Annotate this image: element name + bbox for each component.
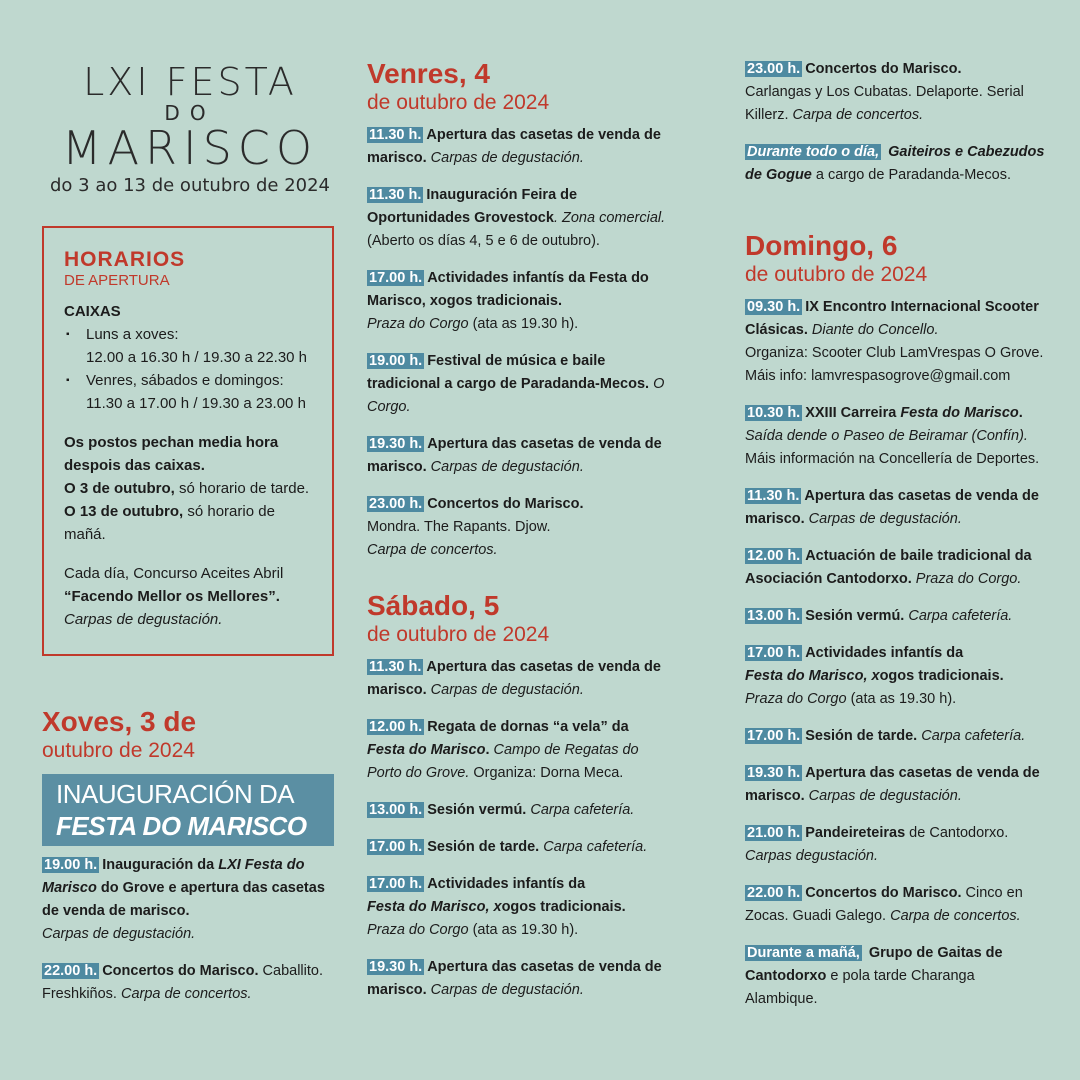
day-subtitle: de outubro de 2024 bbox=[367, 623, 550, 646]
event-note: Máis info: lamvrespasogrove@gmail.com bbox=[745, 368, 1011, 384]
event-place: Carpa de concertos. bbox=[120, 986, 252, 1002]
event-time: 23.00 h. bbox=[747, 61, 801, 77]
logo-line-3: MARISCO bbox=[61, 121, 319, 175]
event-item bbox=[745, 141, 1045, 187]
event-place: Diante do Concello. bbox=[807, 322, 939, 338]
contest-place: Carpas de degustación. bbox=[64, 611, 223, 628]
event-title: LXI Festa do Marisco bbox=[42, 857, 305, 896]
event-time: 22.00 h. bbox=[44, 963, 98, 979]
event-time: 17.00 h. bbox=[747, 645, 801, 661]
hours-note bbox=[64, 477, 312, 500]
event-title: . bbox=[1018, 405, 1023, 421]
day-title: Sábado, 5 bbox=[367, 590, 500, 621]
hours-title: HORARIOS bbox=[64, 248, 186, 271]
event-time: 11.30 h. bbox=[369, 187, 422, 203]
event-detail: Caballito. Freshkiños. bbox=[42, 963, 323, 1002]
event-time: 09.30 h. bbox=[747, 299, 801, 315]
event-time: 21.00 h. bbox=[747, 825, 801, 841]
event-title: Festa do Marisco, x bbox=[745, 668, 880, 684]
event-place: . Zona comercial. bbox=[553, 210, 666, 226]
event-item bbox=[367, 836, 667, 859]
hours-note: despois das caixas. bbox=[64, 457, 205, 474]
event-place: Carpas de degustación. bbox=[804, 788, 962, 804]
event-place: Carpas de degustación. bbox=[426, 682, 584, 698]
hours-note bbox=[64, 500, 312, 546]
event-title: do Grove e apertura das casetas de venda de marisco. bbox=[42, 880, 325, 919]
event-item bbox=[367, 956, 667, 1002]
hours-subtitle: DE APERTURA bbox=[64, 272, 170, 289]
event-place: Carpas degustación. bbox=[745, 848, 878, 864]
hours-times: 11.30 a 17.00 h / 19.30 a 23.00 h bbox=[86, 395, 306, 412]
event-time: 17.00 h. bbox=[369, 876, 423, 892]
event-item bbox=[367, 493, 667, 562]
hours-note-rest: só horario de tarde. bbox=[174, 480, 310, 497]
event-title: Festa do Marisco bbox=[900, 405, 1019, 421]
event-time: 11.30 h. bbox=[747, 488, 800, 504]
event-place: Praza do Corgo bbox=[367, 922, 469, 938]
event-place: Carpas de degustación. bbox=[426, 982, 584, 998]
event-title: Concertos do Marisco. bbox=[805, 61, 962, 77]
event-item bbox=[367, 267, 667, 336]
event-place: Praza do Corgo bbox=[745, 691, 847, 707]
event-item bbox=[745, 762, 1050, 808]
event-item bbox=[745, 58, 1045, 127]
event-item bbox=[745, 485, 1050, 531]
hours-item bbox=[64, 369, 312, 415]
event-place: Carpas de degustación. bbox=[426, 459, 584, 475]
event-title: Sesión vermú. bbox=[805, 608, 905, 624]
opening-hours-box bbox=[42, 226, 334, 656]
event-time: 11.30 h. bbox=[369, 659, 422, 675]
festival-dates: do 3 ao 13 de outubro de 2024 bbox=[49, 175, 331, 196]
event-time: 19.00 h. bbox=[44, 857, 98, 873]
event-time: 17.00 h. bbox=[747, 728, 801, 744]
banner-line-1: INAUGURACIÓN DA bbox=[56, 779, 295, 809]
event-title: de Gogue bbox=[745, 167, 812, 183]
event-time: 19.00 h. bbox=[369, 353, 423, 369]
event-item bbox=[367, 799, 667, 822]
event-time: 12.00 h. bbox=[369, 719, 423, 735]
contest-motto: “Facendo Mellor os Mellores”. bbox=[64, 588, 280, 605]
day-sabado bbox=[367, 590, 667, 1002]
event-item bbox=[745, 822, 1050, 868]
day-sabado-continued bbox=[745, 48, 1045, 187]
day-xoves bbox=[42, 706, 338, 1006]
event-time: 22.00 h. bbox=[747, 885, 801, 901]
event-title: Concertos do Marisco. bbox=[805, 885, 962, 901]
event-time: Durante a mañá, bbox=[747, 945, 860, 961]
event-item bbox=[745, 296, 1050, 388]
event-note: (ata as 19.30 h). bbox=[468, 922, 579, 938]
event-place: O Corgo. bbox=[367, 376, 665, 415]
event-title: Concertos do Marisco. bbox=[427, 496, 584, 512]
day-domingo bbox=[745, 230, 1050, 1011]
event-item bbox=[745, 882, 1050, 928]
festival-logo bbox=[40, 62, 340, 198]
event-place: Carpa de concertos. bbox=[886, 908, 1021, 924]
event-title: Apertura das casetas de venda de marisco. bbox=[745, 488, 1039, 527]
event-title: Inauguración da bbox=[102, 857, 219, 873]
event-title: Actuación de baile tradicional da Asociación Cantodorxo. bbox=[745, 548, 1032, 587]
event-item bbox=[367, 184, 667, 253]
event-title: Sesión de tarde. bbox=[427, 839, 540, 855]
event-title: IX Encontro Internacional Scooter Clásicas. bbox=[745, 299, 1039, 338]
event-note: (ata as 19.30 h). bbox=[468, 316, 579, 332]
event-item bbox=[367, 433, 667, 479]
event-time: 23.00 h. bbox=[369, 496, 423, 512]
hours-times: 12.00 a 16.30 h / 19.30 a 22.30 h bbox=[86, 349, 308, 366]
event-item bbox=[42, 960, 338, 1006]
event-title: Sesión vermú. bbox=[427, 802, 527, 818]
event-title: Apertura das casetas de venda de marisco. bbox=[745, 765, 1040, 804]
event-detail: Cinco en Zocas. Guadi Galego. bbox=[745, 885, 1023, 924]
day-title: Xoves, 3 de bbox=[42, 706, 197, 737]
event-place: Carpa de concertos. bbox=[367, 542, 498, 558]
event-title: Grupo de Gaitas de Cantodorxo bbox=[745, 945, 1003, 984]
event-title: Concertos do Marisco. bbox=[102, 963, 259, 979]
day-subtitle: outubro de 2024 bbox=[42, 739, 195, 762]
event-title: Apertura das casetas de venda de marisco. bbox=[367, 959, 662, 998]
event-title: Sesión de tarde. bbox=[805, 728, 918, 744]
event-detail: a cargo de Paradanda-Mecos. bbox=[811, 167, 1011, 183]
event-item bbox=[745, 545, 1050, 591]
event-title: Gaiteiros e Cabezudos bbox=[884, 144, 1045, 160]
event-title: Apertura das casetas de venda de marisco. bbox=[367, 659, 661, 698]
event-item bbox=[745, 642, 1050, 711]
day-subtitle: de outubro de 2024 bbox=[367, 91, 550, 114]
event-time: 11.30 h. bbox=[369, 127, 422, 143]
event-time: 10.30 h. bbox=[747, 405, 801, 421]
event-note: Máis información na Concellería de Deportes. bbox=[745, 451, 1040, 467]
day-title: Domingo, 6 bbox=[745, 230, 898, 261]
event-time: 19.30 h. bbox=[369, 959, 423, 975]
event-time: Durante todo o día, bbox=[747, 144, 880, 160]
event-item bbox=[745, 402, 1050, 471]
event-item bbox=[367, 873, 667, 942]
event-title: Festival de música e baile tradicional a cargo de Paradanda-Mecos. bbox=[367, 353, 650, 392]
hours-note: Os postos pechan media hora bbox=[64, 434, 279, 451]
event-place: Carpas de degustación. bbox=[804, 511, 962, 527]
event-place: Saída dende o Paseo de Beiramar (Confín). bbox=[745, 428, 1028, 444]
event-title: Regata de dornas “a vela” da bbox=[427, 719, 629, 735]
event-place: Carpa cafetería. bbox=[526, 802, 635, 818]
event-item bbox=[367, 716, 667, 785]
hours-list bbox=[64, 323, 312, 415]
event-title: Actividades infantís da Festa do Marisco, xogos tradicionais. bbox=[367, 270, 649, 309]
event-title: ogos tradicionais. bbox=[879, 668, 1004, 684]
event-place: Carpa cafetería. bbox=[904, 608, 1013, 624]
contest-line: Cada día, Concurso Aceites Abril bbox=[64, 565, 284, 582]
event-time: 13.00 h. bbox=[747, 608, 801, 624]
event-title: XXIII Carreira bbox=[805, 405, 901, 421]
event-place: Carpa cafetería. bbox=[917, 728, 1026, 744]
logo-line-2: DO bbox=[164, 101, 216, 125]
event-place: Carpa de concertos. bbox=[788, 107, 924, 123]
event-place: Carpa cafetería. bbox=[539, 839, 648, 855]
event-title: . bbox=[485, 742, 490, 758]
event-title: Apertura das casetas de venda de marisco. bbox=[367, 436, 662, 475]
hours-days: ▪ Luns a xoves: bbox=[86, 326, 179, 343]
event-item bbox=[367, 656, 667, 702]
hours-note-bold: O 13 de outubro, bbox=[64, 503, 184, 520]
event-time: 19.30 h. bbox=[747, 765, 801, 781]
event-detail: Mondra. The Rapants. Djow. bbox=[367, 519, 551, 535]
event-item bbox=[367, 124, 667, 170]
event-time: 12.00 h. bbox=[747, 548, 801, 564]
event-place: Campo de Regatas do Porto do Grove. bbox=[367, 742, 639, 781]
event-place: Praza do Corgo bbox=[367, 316, 469, 332]
event-time: 13.00 h. bbox=[369, 802, 423, 818]
event-detail: de Cantodorxo. bbox=[905, 825, 1009, 841]
event-place: Praza do Corgo. bbox=[911, 571, 1022, 587]
event-time: 19.30 h. bbox=[369, 436, 423, 452]
event-item bbox=[42, 854, 338, 946]
event-title: Actividades infantís da bbox=[427, 876, 586, 892]
event-title: Actividades infantís da bbox=[805, 645, 964, 661]
logo-line-1: LXI FESTA bbox=[83, 60, 297, 104]
event-item bbox=[745, 942, 1050, 1011]
day-venres bbox=[367, 58, 667, 562]
day-title: Venres, 4 bbox=[367, 58, 490, 89]
hours-item bbox=[64, 323, 312, 369]
event-title: Inauguración Feira de Oportunidades Grovestock bbox=[367, 187, 578, 226]
event-time: 17.00 h. bbox=[369, 839, 423, 855]
event-title: Festa do Marisco bbox=[367, 742, 486, 758]
banner-line-2: FESTA DO MARISCO bbox=[56, 811, 307, 841]
day-subtitle: de outubro de 2024 bbox=[745, 263, 928, 286]
event-item bbox=[367, 350, 667, 419]
event-title: Pandeireteiras bbox=[805, 825, 906, 841]
event-title: Festa do Marisco, x bbox=[367, 899, 502, 915]
event-item bbox=[745, 605, 1050, 628]
hours-days: ▪ Venres, sábados e domingos: bbox=[86, 372, 284, 389]
event-note: Organiza: Scooter Club LamVrespas O Grove. bbox=[745, 345, 1044, 361]
caixas-heading: CAIXAS bbox=[64, 303, 121, 320]
hours-note-rest: só horario de mañá. bbox=[64, 503, 275, 543]
hours-note-bold: O 3 de outubro, bbox=[64, 480, 175, 497]
inauguration-banner bbox=[42, 774, 334, 846]
event-place: Carpas de degustación. bbox=[42, 926, 196, 942]
event-item bbox=[745, 725, 1050, 748]
event-note: Organiza: Dorna Meca. bbox=[469, 765, 624, 781]
event-time: 17.00 h. bbox=[369, 270, 423, 286]
event-detail: Carlangas y Los Cubatas. Delaporte. Serial Killerz. bbox=[745, 84, 1024, 123]
event-place: Carpas de degustación. bbox=[426, 150, 584, 166]
event-title: ogos tradicionais. bbox=[501, 899, 626, 915]
event-detail: e pola tarde Charanga Alambique. bbox=[745, 968, 975, 1007]
event-title: Apertura das casetas de venda de marisco. bbox=[367, 127, 661, 166]
event-note: (ata as 19.30 h). bbox=[846, 691, 957, 707]
event-note: (Aberto os días 4, 5 e 6 de outubro). bbox=[367, 233, 600, 249]
